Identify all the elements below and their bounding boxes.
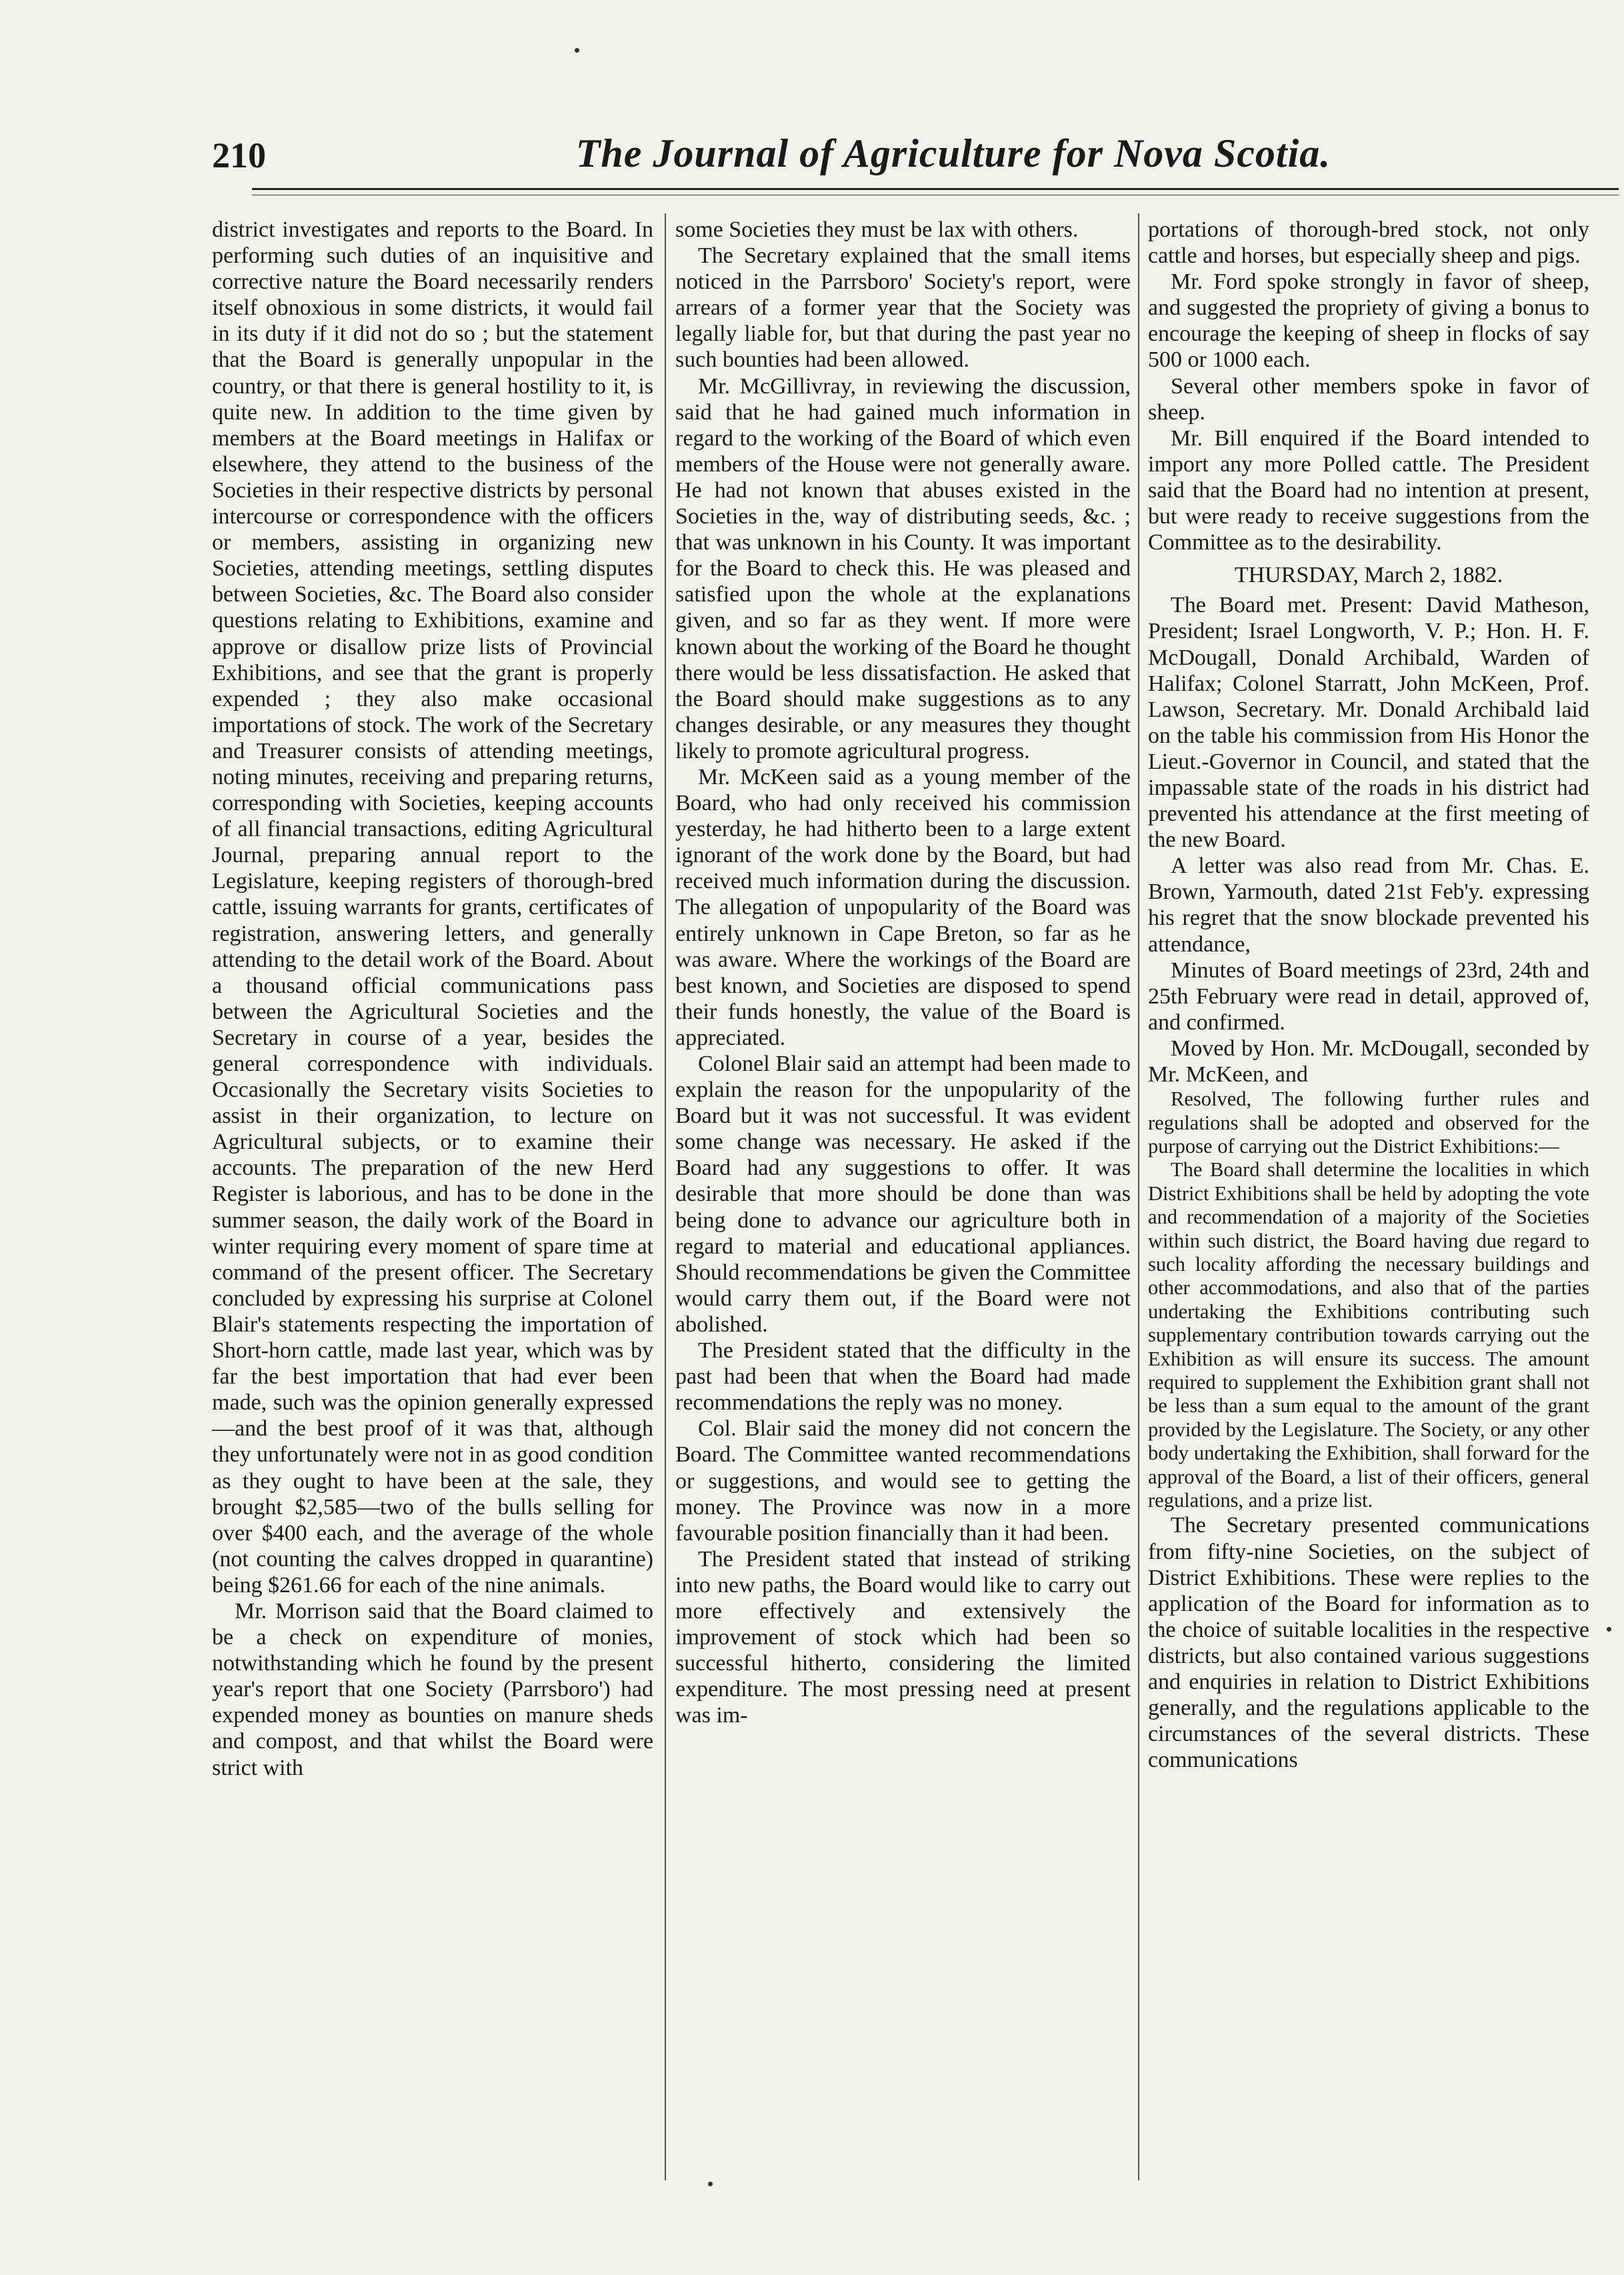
print-speck — [1607, 1627, 1611, 1632]
paragraph: Moved by Hon. Mr. McDougall, seconded by Mr. McKeen, and — [1148, 1035, 1589, 1087]
paragraph: Resolved, The following further rules and regulations shall be adopted and observed for the purpose of carrying out the District Exhibitions:— — [1148, 1087, 1589, 1158]
paragraph: THURSDAY, March 2, 1882. — [1234, 563, 1503, 588]
column-1 — [212, 217, 653, 1781]
print-speck — [708, 2182, 713, 2186]
print-speck — [575, 48, 579, 53]
paragraph: some Societies they must be lax with others. — [675, 217, 1079, 242]
header-rule — [252, 188, 1619, 190]
paragraph: The President stated that the difficulty in the past had been that when the Board had made recommendations the reply was no money. — [675, 1338, 1131, 1416]
paragraph: Mr. Ford spoke strongly in favor of sheep, and suggested the propriety of giving a bonus to encourage the keeping of sheep in flocks of say 500 or 1000 each. — [1148, 269, 1589, 373]
paragraph: Mr. McKeen said as a young member of the Board, who had only received his commission yesterday, he had hitherto been to a large extent ignorant of the work done by the Board, but had received much information during the discussion. The allegation of unpopularity of the Board was entirely unknown in Cape Breton, so far as he was aware. Where the workings of the Board are best known, and Societies are disposed to spend their funds honestly, the value of the Board is appreciated. — [675, 764, 1131, 1050]
paragraph: Col. Blair said the money did not concern the Board. The Committee wanted recommendations or suggestions, and would see to getting the money. The Province was now in a more favourable position financially than it had been. — [675, 1416, 1131, 1546]
paragraph: portations of thorough-bred stock, not only cattle and horses, but especially sheep and pigs. — [1148, 217, 1589, 269]
paragraph: The Secretary presented communications from fifty-nine Societies, on the subject of District Exhibitions. These were replies to the application of the Board for information as to the choice of suitable localities in the respective districts, but also contained various suggestions and enquiries in relation to District Exhibitions generally, and the regulations applicable to the circumstances of the several districts. These communications — [1148, 1513, 1589, 1773]
paragraph: Mr. Bill enquired if the Board intended to import any more Polled cattle. The President said that the Board had no intention at present, but were ready to receive suggestions from the Committee as to the desirability. — [1148, 425, 1589, 555]
page-number: 210 — [212, 135, 266, 175]
column-3 — [1148, 217, 1589, 1773]
paragraph: The Board shall determine the localities in which District Exhibitions shall be held by adopting the vote and recommendation of a majority of the Societies within such district, the Board having due regard to such locality affording the necessary buildings and other accommodations, and also that of the parties undertaking the Exhibitions contributing such supplementary contribution towards carrying out the Exhibition as will ensure its success. The amount required to supplement the Exhibition grant shall not be less than a sum equal to the amount of the grant provided by the Legislature. The Society, or any other body undertaking the Exhibition, shall forward for the approval of the Board, a list of their officers, general regulations, and a prize list. — [1148, 1158, 1589, 1512]
paragraph: district investigates and reports to the Board. In performing such duties of an inquisitive and corrective nature the Board necessarily renders itself obnoxious in some districts, it would fail in its duty if it did not do so ; but the statement that the Board is generally unpopular in the country, or that there is general hostility to it, is quite new. In addition to the time given by members at the Board meetings in Halifax or elsewhere, they attend to the business of the Societies in their respective districts by personal intercourse or correspondence with the officers or members, assisting in organizing new Societies, attending meetings, settling disputes between Societies, &c. The Board also consider questions relating to Exhibitions, examine and approve or disallow prize lists of Provincial Exhibitions, and see that the grant is properly expended ; they also make occasional importations of stock. The work of the Secretary and Treasurer consists of attending meetings, noting minutes, receiving and preparing returns, corresponding with Societies, keeping accounts of all financial transactions, editing Agricultural Journal, preparing annual report to the Legislature, keeping registers of thorough-bred cattle, issuing warrants for grants, certificates of registration, answering letters, and generally attending to the detail work of the Board. About a thousand official communications pass between the Agricultural Societies and the Secretary in course of a year, besides the general correspondence with individuals. Occasionally the Secretary visits Societies to assist in their organization, to lecture on Agricultural subjects, or to examine their accounts. The preparation of the new Herd Register is laborious, and has to be done in the summer season, the daily work of the Board in winter requiring every moment of spare time at command of the present officer. The Secretary concluded by expressing his surprise at Colonel Blair's statements respecting the importation of Short-horn cattle, made last year, which was by far the best importation that had ever been made, such was the opinion generally expressed—and the best proof of it was that, although they unfortunately were not in as good condition as they ought to have been at the sale, they brought $2,585—two of the bulls selling for over $400 each, and the average of the whole (not counting the calves dropped in quarantine) being $261.66 for each of the nine animals. — [212, 217, 653, 1598]
paragraph: A letter was also read from Mr. Chas. E. Brown, Yarmouth, dated 21st Feb'y. expressing his regret that the snow blockade prevented his attendance, — [1148, 853, 1589, 957]
paragraph: The President stated that instead of striking into new paths, the Board would like to carry out more effectively and extensively the improvement of stock which had been so successful hitherto, considering the limited expenditure. The most pressing need at present was im- — [675, 1546, 1131, 1728]
paragraph: Mr. Morrison said that the Board claimed to be a check on expenditure of monies, notwithstanding which he found by the present year's report that one Society (Parrsboro') had expended money as bounties on manure sheds and compost, and that whilst the Board were strict with — [212, 1598, 653, 1780]
journal-title: The Journal of Agriculture for Nova Scotia. — [575, 131, 1331, 175]
column-2 — [675, 217, 1131, 1728]
paragraph: Minutes of Board meetings of 23rd, 24th and 25th February were read in detail, approved of, and confirmed. — [1148, 957, 1589, 1035]
column-divider — [665, 213, 666, 2180]
paragraph: Several other members spoke in favor of sheep. — [1148, 373, 1589, 425]
paragraph: The Secretary explained that the small items noticed in the Parrsboro' Society's report, were arrears of a former year that the Society was legally liable for, but that during the past year no such bounties had been allowed. — [675, 243, 1131, 373]
paragraph: The Board met. Present: David Matheson, President; Israel Longworth, V. P.; Hon. H. F. McDougall, Donald Archibald, Warden of Halifax; Colonel Starratt, John McKeen, Prof. Lawson, Secretary. Mr. Donald Archibald laid on the table his commission from His Honor the Lieut.-Governor in Council, and stated that the impassable state of the roads in his district had prevented his attendance at the first meeting of the new Board. — [1148, 593, 1589, 853]
paragraph: Colonel Blair said an attempt had been made to explain the reason for the unpopularity of the Board but it was not successful. It was evident some change was necessary. He asked if the Board had any suggestions to offer. It was desirable that more should be done than was being done to advance our agriculture both in regard to material and educational appliances. Should recommendations be given the Committee would carry them out, if the Board were not abolished. — [675, 1051, 1131, 1337]
paragraph: Mr. McGillivray, in reviewing the discussion, said that he had gained much information in regard to the working of the Board of which even members of the House were not generally aware. He had not known that abuses existed in the Societies in the, way of distributing seeds, &c. ; that was unknown in his County. It was important for the Board to check this. He was pleased and satisfied upon the whole at the explanations given, and so far as they went. If more were known about the working of the Board he thought there would be less dissatisfaction. He asked that the Board should make suggestions as to any changes desirable, or any measures they thought likely to promote agricultural progress. — [675, 373, 1131, 763]
column-divider — [1138, 213, 1139, 2180]
